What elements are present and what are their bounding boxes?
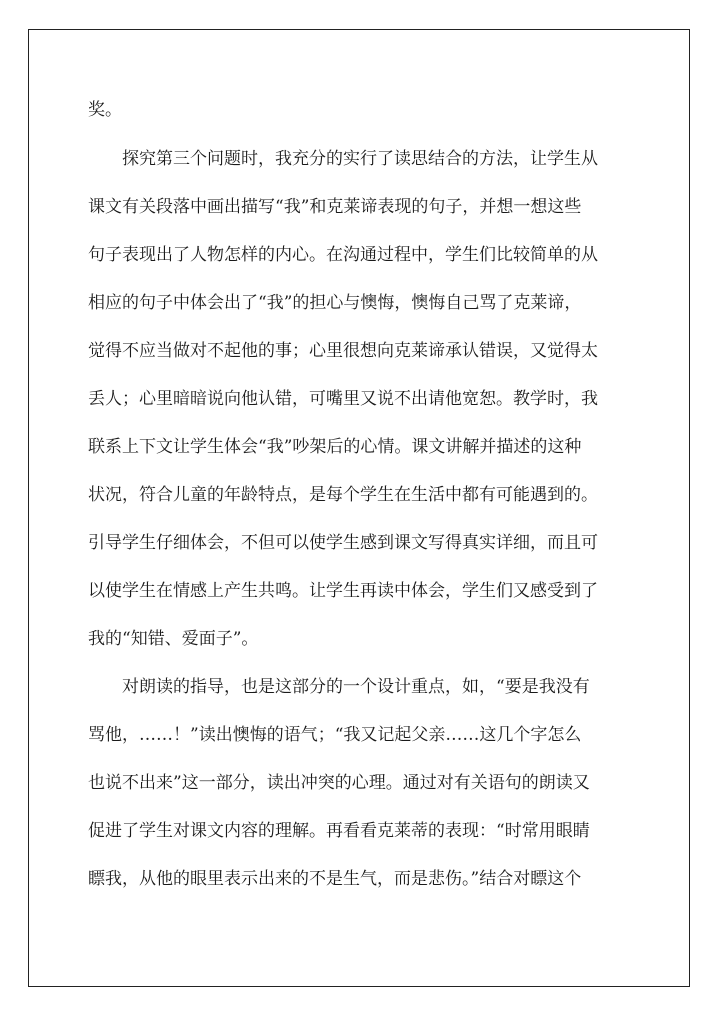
text-line: 促进了学生对课文内容的理解。再看看克莱蒂的表现：“时常用眼睛 — [88, 821, 590, 841]
text-line: 相应的句子中体会出了“我”的担心与懊悔，懊悔自己骂了克莱谛， — [88, 293, 582, 313]
text-line: 也说不出来”这一部分，读出冲突的心理。通过对有关语句的朗读又 — [88, 773, 590, 793]
text-line: 奖。 — [88, 100, 122, 120]
text-line: 句子表现出了人物怎样的内心。在沟通过程中，学生们比较简单的从 — [88, 245, 598, 265]
paragraph-first-line: 对朗读的指导，也是这部分的一个设计重点，如，“要是我没有 — [122, 677, 590, 697]
text-line: 丢人；心里暗暗说向他认错，可嘴里又说不出请他宽恕。教学时，我 — [88, 389, 598, 409]
text-line: 状况，符合儿童的年龄特点，是每个学生在生活中都有可能遇到的。 — [88, 485, 598, 505]
text-line: 引导学生仔细体会，不但可以使学生感到课文写得真实详细，而且可 — [88, 533, 598, 553]
paragraph-first-line: 探究第三个问题时，我充分的实行了读思结合的方法，让学生从 — [122, 149, 598, 169]
text-line: 骂他，……！”读出懊悔的语气；“我又记起父亲……这几个字怎么 — [88, 725, 582, 745]
text-line: 觉得不应当做对不起他的事；心里很想向克莱谛承认错误，又觉得太 — [88, 341, 598, 361]
text-line: 瞟我，从他的眼里表示出来的不是生气，而是悲伤。”结合对瞟这个 — [88, 869, 582, 889]
text-line: 联系上下文让学生体会“我”吵架后的心情。课文讲解并描述的这种 — [88, 437, 582, 457]
text-line: 我的“知错、爱面子”。 — [88, 629, 259, 649]
text-line: 以使学生在情感上产生共鸣。让学生再读中体会，学生们又感受到了 — [88, 581, 598, 601]
text-line: 课文有关段落中画出描写“我”和克莱谛表现的句子，并想一想这些 — [88, 197, 582, 217]
